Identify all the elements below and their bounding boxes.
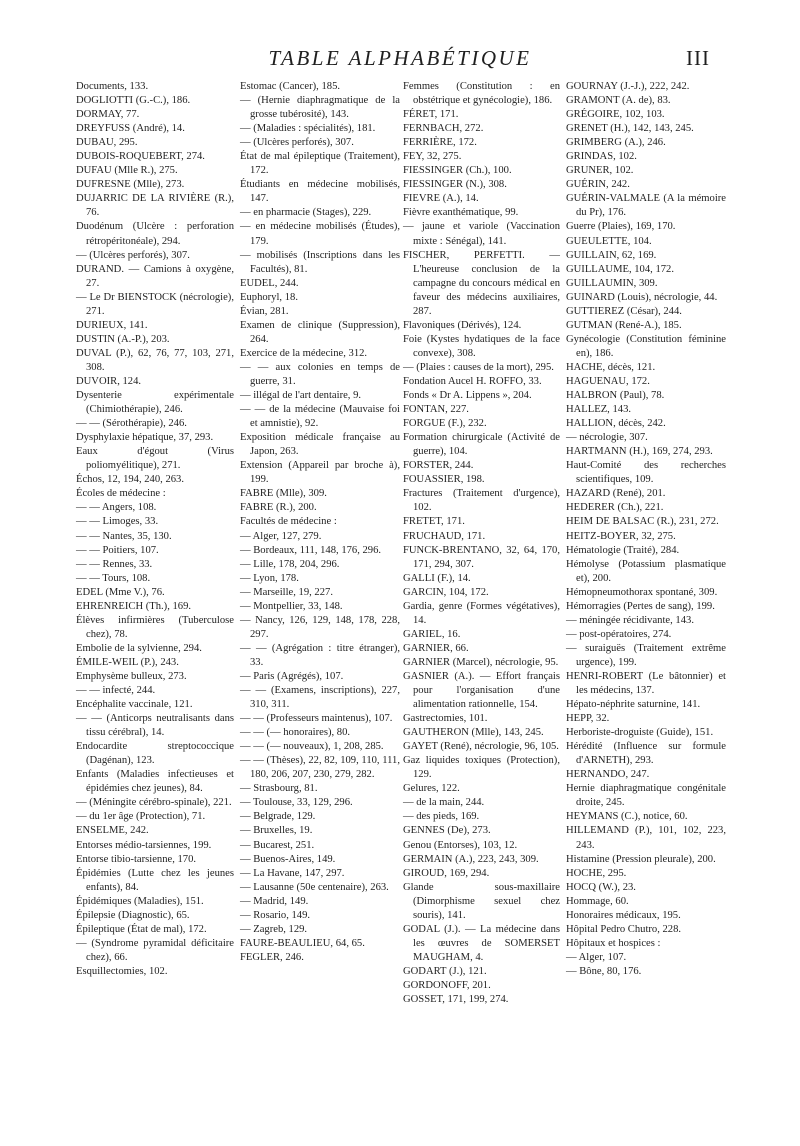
index-entry: GRUNER, 102. [566, 165, 634, 177]
index-entry: FRETET, 171. [403, 516, 465, 528]
page-header [0, 46, 800, 76]
index-entry: FISCHER, PERFETTI. — L'heureuse conclusion de la campagne du concours médical en faveur des médecins auxiliaires, 287. [403, 249, 560, 317]
index-entry: HEITZ-BOYER, 32, 275. [566, 530, 676, 542]
index-entry: Haut-Comité des recherches scientifiques, 109. [566, 460, 726, 486]
index-entry: Entorse tibio-tarsienne, 170. [76, 853, 197, 865]
index-entry: — — (Agrégation : titre étranger), 33. [240, 642, 400, 668]
index-entry: GUÉRIN-VALMALE (A la mémoire du Pr), 176. [566, 193, 726, 219]
index-entry: HOCHE, 295. [566, 867, 627, 879]
index-entry: DUFAU (Mlle R.), 275. [76, 165, 178, 177]
index-entry: Dysenterie expérimentale (Chimiothérapie), 246. [76, 390, 234, 416]
index-entry: GOURNAY (J.-J.), 222, 242. [566, 81, 690, 92]
index-entry: Exposition médicale française au Japon, 263. [240, 432, 400, 458]
index-entry: EUDEL, 244. [240, 277, 299, 289]
index-entry: — Bône, 80, 176. [566, 965, 642, 977]
index-entry: GUTTIEREZ (César), 244. [566, 305, 682, 317]
index-entry: FONTAN, 227. [403, 404, 469, 416]
index-entry: — Alger, 107. [566, 951, 627, 963]
index-entry: Endocardite streptococcique (Dagénan), 123. [76, 741, 234, 767]
index-entry: Foie (Kystes hydatiques de la face convexe), 308. [403, 333, 560, 359]
index-entry: Hémolyse (Potassium plasmatique et), 200. [566, 558, 726, 584]
index-entry: — Marseille, 19, 227. [240, 586, 333, 598]
index-entry: Euphoryl, 18. [240, 291, 298, 303]
index-entry: GODAL (J.). — La médecine dans les œuvres de SOMERSET MAUGHAM, 4. [403, 923, 560, 963]
index-entry: — Lyon, 178. [240, 572, 299, 584]
index-entry: — Bucarest, 251. [240, 839, 315, 851]
index-entry: — (Maladies : spécialités), 181. [240, 123, 376, 135]
index-entry: — — Limoges, 33. [76, 516, 159, 528]
index-entry: GAUTHERON (Mlle), 143, 245. [403, 727, 544, 739]
index-entry: — Alger, 127, 279. [240, 530, 322, 542]
index-entry: Embolie de la sylvienne, 294. [76, 642, 202, 654]
index-entry: GODART (J.), 121. [403, 965, 487, 977]
index-entry: — Lausanne (50e centenaire), 263. [240, 881, 389, 893]
index-entry: FERRIÈRE, 172. [403, 137, 477, 149]
index-entry: GIROUD, 169, 294. [403, 867, 490, 879]
index-entry: Fièvre exanthématique, 99. [403, 207, 519, 219]
index-entry: Glande sous-maxillaire (Dimorphisme sexuel chez souris), 141. [403, 881, 560, 921]
index-entry: — (Méningite cérébro-spinale), 221. [76, 797, 232, 809]
index-entry: — Montpellier, 33, 148. [240, 600, 343, 612]
index-entry: GOSSET, 171, 199, 274. [403, 994, 509, 1006]
index-entry: Élèves infirmières (Tuberculose chez), 78. [76, 614, 234, 640]
index-entry: Enfants (Maladies infectieuses et épidémies chez jeunes), 84. [76, 769, 234, 795]
index-entry: GARNIER (Marcel), nécrologie, 95. [403, 656, 559, 668]
index-entry: EHRENREICH (Th.), 169. [76, 600, 192, 612]
index-entry: DURAND. — Camions à oxygène, 27. [76, 263, 234, 289]
index-entry: Documents, 133. [76, 81, 149, 92]
index-entry: FIESSINGER (Ch.), 100. [403, 165, 512, 177]
index-entry: Examen de clinique (Suppression), 264. [240, 319, 400, 345]
index-entry: GUILLAUMIN, 309. [566, 277, 658, 289]
index-entry: HEIM DE BALSAC (R.), 231, 272. [566, 516, 719, 528]
index-entry: Eaux d'égout (Virus poliomyélitique), 271. [76, 446, 234, 472]
index-entry: — des pieds, 169. [403, 811, 480, 823]
index-entry: — Bordeaux, 111, 148, 176, 296. [240, 544, 382, 556]
index-entry: Hommage, 60. [566, 895, 629, 907]
index-entry: — Bruxelles, 19. [240, 825, 313, 837]
index-entry: Emphysème bulleux, 273. [76, 670, 187, 682]
index-entry: DUVAL (P.), 62, 76, 77, 103, 271, 308. [76, 347, 234, 373]
index-entry: FÉRET, 171. [403, 109, 459, 121]
index-entry: — — (Thèses), 22, 82, 109, 110, 111, 180, 206, 207, 230, 279, 282. [240, 755, 400, 781]
index-entry: Hémopneumothorax spontané, 309. [566, 586, 718, 598]
index-entry: GALLI (F.), 14. [403, 572, 471, 584]
index-entry: HACHE, décès, 121. [566, 361, 656, 373]
index-entry: — La Havane, 147, 297. [240, 867, 345, 879]
index-entry: Écoles de médecine : [76, 488, 166, 500]
index-entry: — — (Professeurs maintenus), 107. [240, 713, 393, 725]
index-entry: DUFRESNE (Mlle), 273. [76, 179, 185, 191]
index-entry: FABRE (Mlle), 309. [240, 488, 327, 500]
index-entry: — Lille, 178, 204, 296. [240, 558, 340, 570]
index-entry: — — (— honoraires), 80. [240, 727, 351, 739]
index-entry: HALBRON (Paul), 78. [566, 390, 665, 402]
index-entry: GORDONOFF, 201. [403, 980, 491, 991]
index-entry: GUINARD (Louis), nécrologie, 44. [566, 291, 718, 303]
index-entry: FERNBACH, 272. [403, 123, 484, 135]
index-entry: GUILLAIN, 62, 169. [566, 249, 657, 261]
index-entry: — — aux colonies en temps de guerre, 31. [240, 361, 400, 387]
index-entry: FORGUE (F.), 232. [403, 418, 487, 430]
index-entry: HEYMANS (C.), notice, 60. [566, 811, 688, 823]
index-entry: GARCIN, 104, 172. [403, 586, 489, 598]
index-entry: Hépato-néphrite saturnine, 141. [566, 699, 701, 711]
index-entry: — — Angers, 108. [76, 502, 157, 514]
index-entry: — — (Examens, inscriptions), 227, 310, 311. [240, 685, 400, 711]
index-entry: Flavoniques (Dérivés), 124. [403, 319, 522, 331]
index-entry: — nécrologie, 307. [566, 432, 648, 444]
index-entry: Échos, 12, 194, 240, 263. [76, 474, 184, 486]
index-entry: — en pharmacie (Stages), 229. [240, 207, 372, 219]
index-entry: — — Nantes, 35, 130. [76, 530, 172, 542]
index-entry: GARNIER, 66. [403, 642, 469, 654]
index-entry: Étudiants en médecine mobilisés, 147. [240, 179, 400, 205]
index-entry: — jaune et variole (Vaccination mixte : Sénégal), 141. [403, 221, 560, 247]
index-entry: GRIMBERG (A.), 246. [566, 137, 666, 149]
index-entry: Épidémiques (Maladies), 151. [76, 895, 204, 907]
index-entry: Gynécologie (Constitution féminine en), 186. [566, 333, 726, 359]
index-entry: FABRE (R.), 200. [240, 502, 317, 514]
index-column-2 [240, 80, 400, 965]
index-entry: — (Ulcères perforés), 307. [76, 249, 190, 261]
index-entry: FUNCK-BRENTANO, 32, 64, 170, 171, 294, 307. [403, 544, 560, 570]
index-entry: — méningée récidivante, 143. [566, 614, 694, 626]
index-entry: — — (Sérothérapie), 246. [76, 418, 187, 430]
index-entry: HENRI-ROBERT (Le bâtonnier) et les médecins, 137. [566, 670, 726, 697]
index-entry: Gaz liquides toxiques (Protection), 129. [403, 755, 560, 781]
page-title: TABLE ALPHABÉTIQUE [268, 46, 532, 70]
index-entry: DUVOIR, 124. [76, 375, 142, 387]
index-entry: — Paris (Agrégés), 107. [240, 670, 344, 682]
index-entry: — — (Anticorps neutralisants dans tissu cérébral), 14. [76, 713, 234, 739]
index-entry: Femmes (Constitution : en obstétrique et gynécologie), 186. [403, 81, 560, 107]
index-column-3 [403, 80, 560, 1007]
index-entry: GAYET (René), nécrologie, 96, 105. [403, 741, 559, 753]
page-number: III [686, 46, 710, 70]
index-entry: Facultés de médecine : [240, 516, 337, 528]
index-column-4 [566, 80, 726, 979]
index-entry: DURIEUX, 141. [76, 319, 148, 331]
index-entry: GUTMAN (René-A.), 185. [566, 319, 682, 331]
index-entry: Genou (Entorses), 103, 12. [403, 839, 518, 851]
index-entry: — (Ulcères perforés), 307. [240, 137, 354, 149]
index-entry: HARTMANN (H.), 169, 274, 293. [566, 446, 713, 458]
index-entry: HERNANDO, 247. [566, 769, 650, 781]
index-entry: — (Syndrome pyramidal déficitaire chez), 66. [76, 937, 234, 963]
index-entry: Fractures (Traitement d'urgence), 102. [403, 488, 560, 514]
index-entry: Esquillectomies, 102. [76, 965, 168, 977]
index-entry: Extension (Appareil par broche à), 199. [240, 460, 400, 486]
index-entry: — Toulouse, 33, 129, 296. [240, 797, 353, 809]
index-entry: Hémorragies (Pertes de sang), 199. [566, 600, 715, 612]
index-entry: — post-opératoires, 274. [566, 628, 672, 640]
index-entry: — — (— nouveaux), 1, 208, 285. [240, 741, 384, 753]
index-entry: — Madrid, 149. [240, 895, 309, 907]
index-entry: DREYFUSS (André), 14. [76, 123, 185, 135]
index-entry: HEDERER (Ch.), 221. [566, 502, 664, 514]
index-entry: — Le Dr BIENSTOCK (nécrologie), 271. [76, 291, 234, 317]
index-entry: Épilepsie (Diagnostic), 65. [76, 909, 190, 921]
index-entry: — — infecté, 244. [76, 685, 156, 697]
index-entry: Gelures, 122. [403, 783, 460, 795]
index-entry: HEPP, 32. [566, 713, 610, 725]
index-entry: FRUCHAUD, 171. [403, 530, 486, 542]
index-entry: EDEL (Mme V.), 76. [76, 586, 165, 598]
index-entry: GASNIER (A.). — Effort français pour l'organisation d'une alimentation rationnelle, 154. [403, 670, 560, 711]
index-entry: — — Tours, 108. [76, 572, 151, 584]
index-entry: GENNES (De), 273. [403, 825, 491, 837]
index-entry: Estomac (Cancer), 185. [240, 81, 341, 92]
index-entry: HOCQ (W.), 23. [566, 881, 636, 893]
index-entry: FIEVRE (A.), 14. [403, 193, 479, 205]
index-entry: DORMAY, 77. [76, 109, 140, 121]
index-entry: — Rosario, 149. [240, 909, 311, 921]
index-entry: — — de la médecine (Mauvaise foi et amnistie), 92. [240, 404, 400, 430]
index-entry: GRINDAS, 102. [566, 151, 637, 163]
index-entry: État de mal épileptique (Traitement), 172. [240, 151, 400, 177]
index-entry: ENSELME, 242. [76, 825, 149, 837]
index-entry: — illégal de l'art dentaire, 9. [240, 390, 362, 402]
index-entry: Herboriste-droguiste (Guide), 151. [566, 727, 714, 739]
index-entry: FAURE-BEAULIEU, 64, 65. [240, 937, 365, 949]
index-entry: Hérédité (Influence sur formule d'ARNETH), 293. [566, 741, 726, 767]
index-entry: Hôpital Pedro Chutro, 228. [566, 923, 682, 935]
index-entry: FORSTER, 244. [403, 460, 474, 472]
index-entry: Épidémies (Lutte chez les jeunes enfants), 84. [76, 867, 234, 893]
index-entry: — du 1er âge (Protection), 71. [76, 811, 206, 823]
index-entry: — Nancy, 126, 129, 148, 178, 228, 297. [240, 614, 400, 640]
index-entry: Guerre (Plaies), 169, 170. [566, 221, 676, 233]
index-entry: — — Poitiers, 107. [76, 544, 159, 556]
index-entry: DUSTIN (A.-P.), 203. [76, 333, 170, 345]
index-entry: — Strasbourg, 81. [240, 783, 318, 795]
index-entry: GERMAIN (A.), 223, 243, 309. [403, 853, 539, 865]
index-entry: HILLEMAND (P.), 101, 102, 223, 243. [566, 825, 726, 851]
index-entry: Histamine (Pression pleurale), 200. [566, 853, 716, 865]
index-entry: Évian, 281. [240, 305, 289, 317]
index-entry: Exercice de la médecine, 312. [240, 347, 368, 359]
index-entry: Encéphalite vaccinale, 121. [76, 699, 193, 711]
index-entry: GRÉGOIRE, 102, 103. [566, 109, 665, 121]
index-entry: FEY, 32, 275. [403, 151, 462, 163]
index-entry: HALLEZ, 143. [566, 404, 632, 416]
index-entry: FOUASSIER, 198. [403, 474, 485, 486]
index-entry: HALLION, décès, 242. [566, 418, 666, 430]
index-entry: DUBOIS-ROQUEBERT, 274. [76, 151, 205, 163]
index-entry: GARIEL, 16. [403, 628, 461, 640]
index-entry: Gardia, genre (Formes végétatives), 14. [403, 600, 560, 626]
index-entry: — Zagreb, 129. [240, 923, 308, 935]
index-entry: Hernie diaphragmatique congénitale droite, 245. [566, 783, 726, 809]
index-entry: — Belgrade, 129. [240, 811, 316, 823]
index-entry: — de la main, 244. [403, 797, 485, 809]
index-entry: — Buenos-Aires, 149. [240, 853, 336, 865]
index-entry: Duodénum (Ulcère : perforation rétropéritonéale), 294. [76, 221, 234, 247]
index-entry: HAGUENAU, 172. [566, 375, 650, 387]
index-entry: Formation chirurgicale (Activité de guerre), 104. [403, 432, 560, 458]
index-entry: GUEULETTE, 104. [566, 235, 652, 247]
index-entry: GUÉRIN, 242. [566, 179, 630, 191]
index-entry: — (Hernie diaphragmatique de la grosse tubérosité), 143. [240, 95, 400, 121]
index-entry: Hématologie (Traité), 284. [566, 544, 680, 556]
index-entry: HAZARD (René), 201. [566, 488, 666, 500]
index-entry: — (Plaies : causes de la mort), 295. [403, 361, 554, 373]
index-entry: GUILLAUME, 104, 172. [566, 263, 674, 275]
index-entry: Hôpitaux et hospices : [566, 937, 661, 949]
index-entry: — en médecine mobilisés (Études), 179. [240, 221, 400, 247]
index-entry: ÉMILE-WEIL (P.), 243. [76, 656, 179, 668]
index-entry: Gastrectomies, 101. [403, 713, 488, 725]
index-entry: Dysphylaxie hépatique, 37, 293. [76, 432, 214, 444]
index-entry: GRAMONT (A. de), 83. [566, 95, 671, 107]
index-entry: DUBAU, 295. [76, 137, 138, 149]
index-entry: — mobilisés (Inscriptions dans les Facultés), 81. [240, 249, 400, 275]
index-entry: — suraiguës (Traitement extrême urgence), 199. [566, 642, 726, 668]
index-entry: FEGLER, 246. [240, 951, 304, 963]
index-entry: GRENET (H.), 142, 143, 245. [566, 123, 694, 135]
index-entry: Entorses médio-tarsiennes, 199. [76, 839, 212, 851]
index-entry: DOGLIOTTI (G.-C.), 186. [76, 95, 191, 107]
index-entry: FIESSINGER (N.), 308. [403, 179, 507, 191]
index-entry: Fondation Aucel H. ROFFO, 33. [403, 375, 542, 387]
index-column-1 [76, 80, 234, 979]
index-entry: DUJARRIC DE LA RIVIÈRE (R.), 76. [76, 193, 234, 219]
index-entry: Épileptique (État de mal), 172. [76, 923, 207, 935]
index-entry: Honoraires médicaux, 195. [566, 909, 681, 921]
index-entry: Fonds « Dr A. Lippens », 204. [403, 390, 532, 402]
index-entry: — — Rennes, 33. [76, 558, 153, 570]
